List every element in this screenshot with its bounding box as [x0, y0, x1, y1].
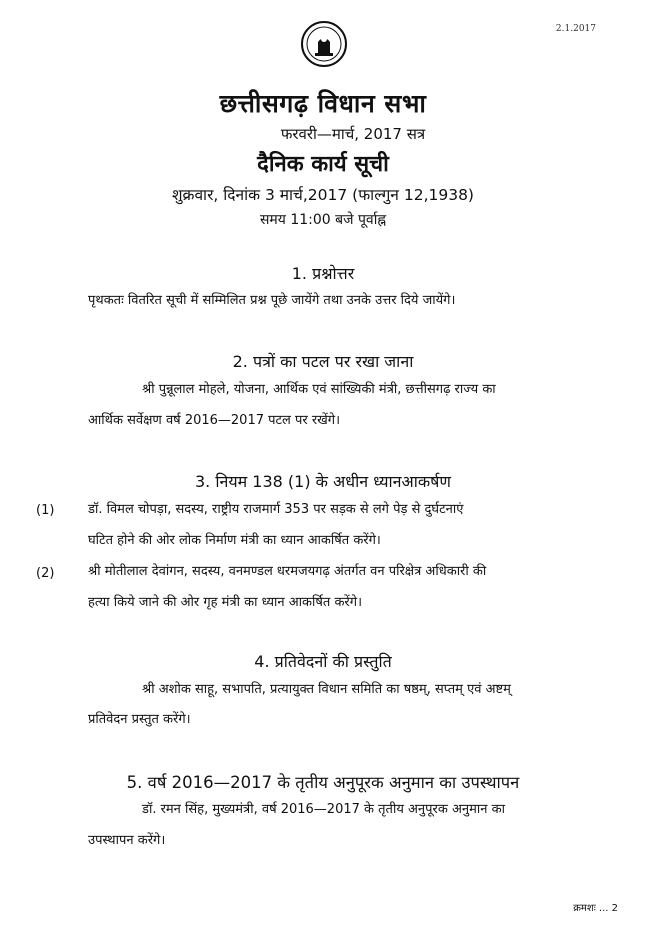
section-4-line-1: श्री अशोक साहू, सभापति, प्रत्यायुक्त विधान समिति का षष्ठम्, सप्तम् एवं अष्टम् — [142, 682, 511, 697]
section-3-item-1-line-2: घटित होने की ओर लोक निर्माण मंत्री का ध्यान आकर्षित करेंगे। — [88, 533, 381, 548]
section-1-heading: 1. प्रश्नोत्तर — [291, 264, 355, 283]
section-2-line-2: आर्थिक सर्वेक्षण वर्ष 2016—2017 पटल पर रखेंगे। — [88, 413, 341, 428]
section-3-item-1-line-1: डॉ. विमल चोपड़ा, सदस्य, राष्ट्रीय राजमार्ग 353 पर सड़क से लगे पेड़ से दुर्घटनाएं — [88, 502, 464, 517]
date-corner: 2.1.2017 — [555, 24, 596, 34]
section-3-item-2-line-2: हत्या किये जाने की ओर गृह मंत्री का ध्यान आकर्षित करेंगे। — [88, 595, 362, 610]
section-3-item-1-number: (1) — [36, 503, 55, 518]
section-3-item-2-line-1: श्री मोतीलाल देवांगन, सदस्य, वनमण्डल धरमजयगढ़ अंतर्गत वन परिक्षेत्र अधिकारी की — [88, 564, 487, 579]
date-line: शुक्रवार, दिनांक 3 मार्च,2017 (फाल्गुन 12,1938) — [172, 186, 474, 204]
section-5-line-1: डॉ. रमन सिंह, मुख्यमंत्री, वर्ष 2016—2017 के तृतीय अनुपूरक अनुमान का — [142, 802, 505, 817]
section-5-line-2: उपस्थापन करेंगे। — [88, 833, 166, 848]
session-line: फरवरी—मार्च, 2017 सत्र — [280, 125, 426, 143]
section-2-heading: 2. पत्रों का पटल पर रखा जाना — [232, 352, 414, 371]
section-3-heading: 3. नियम 138 (1) के अधीन ध्यानआकर्षण — [194, 472, 451, 491]
section-4-line-2: प्रतिवेदन प्रस्तुत करेंगे। — [88, 712, 191, 727]
section-5-heading: 5. वर्ष 2016—2017 के तृतीय अनुपूरक अनुमान का उपस्थापन — [126, 773, 520, 792]
section-4-heading: 4. प्रतिवेदनों की प्रस्तुति — [254, 652, 392, 671]
emblem-seal-icon — [300, 20, 348, 68]
agenda-title: दैनिक कार्य सूची — [257, 152, 389, 177]
continued-footer: क्रमशः ... 2 — [573, 903, 618, 914]
time-line: समय 11:00 बजे पूर्वाह्न — [259, 212, 387, 228]
section-1-text: पृथकतः वितरित सूची में सम्मिलित प्रश्न पूछे जायेंगे तथा उनके उत्तर दिये जायेंगे। — [88, 293, 456, 308]
section-2-line-1: श्री पुन्नूलाल मोहले, योजना, आर्थिक एवं सांख्यिकी मंत्री, छत्तीसगढ़ राज्य का — [142, 382, 496, 397]
page-title: छत्तीसगढ़ विधान सभा — [219, 89, 427, 118]
section-3-item-2-number: (2) — [36, 566, 55, 581]
